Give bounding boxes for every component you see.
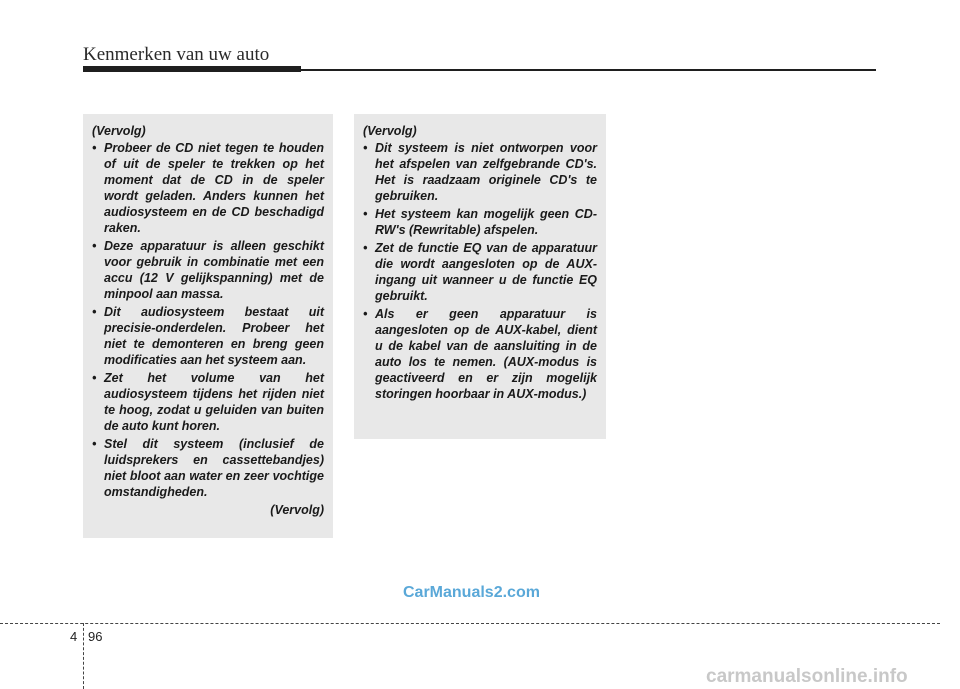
list-item: • Dit systeem is niet ontworpen voor het afspelen van zelfgebrande CD's. Het is raadzaam originele CD's te gebruiken. — [363, 141, 597, 203]
list-item: • Deze apparatuur is alleen geschikt voor gebruik in combinatie met een accu (12 V gelijkspanning) met de minpool aan massa. — [92, 239, 324, 301]
bullet-icon: • — [92, 141, 97, 155]
chapter-title: Kenmerken van uw auto — [83, 44, 270, 65]
continued-label-top: (Vervolg) — [363, 124, 417, 138]
bullet-icon: • — [363, 241, 368, 255]
list-item: • Als er geen apparatuur is aangesloten op de AUX-kabel, dient u de kabel van de aansluiting in de auto los te nemen. (AUX-modus is geactiveerd en er zijn mogelijk storingen hoorbaar in AUX-modus.) — [363, 307, 597, 401]
watermark-link[interactable]: CarManuals2.com — [403, 584, 540, 601]
caution-list-right — [363, 140, 597, 402]
footer-divider — [0, 623, 940, 624]
continued-label-top: (Vervolg) — [92, 124, 146, 138]
list-item: • Probeer de CD niet tegen te houden of uit de speler te trekken op het moment dat de CD in de speler wordt geladen. Anders kunnen het audiosysteem en de CD beschadigd raken. — [92, 141, 324, 235]
bullet-icon: • — [92, 239, 97, 253]
bullet-icon: • — [363, 307, 368, 321]
chapter-number: 4 — [70, 629, 78, 644]
bullet-icon: • — [363, 141, 368, 155]
page-number: 96 — [88, 629, 103, 644]
header-rule-thin — [301, 69, 876, 71]
caution-panel-left — [83, 114, 333, 538]
list-item: • Dit audiosysteem bestaat uit precisie-onderdelen. Probeer het niet te demonteren en breng geen modificaties aan het systeem aan. — [92, 305, 324, 367]
header-rule-thick — [83, 66, 301, 72]
list-item: • Zet het volume van het audiosysteem tijdens het rijden niet te hoog, zodat u geluiden van buiten de auto kunt horen. — [92, 371, 324, 433]
list-item: • Stel dit systeem (inclusief de luidsprekers en cassettebandjes) niet bloot aan water en zeer vochtige omstandigheden. — [92, 437, 324, 499]
list-item: • Zet de functie EQ van de apparatuur die wordt aangesloten op de AUX-ingang uit wanneer u de functie EQ gebruikt. — [363, 241, 597, 303]
bullet-icon: • — [363, 207, 368, 221]
bullet-icon: • — [92, 305, 97, 319]
source-watermark: carmanualsonline.info — [706, 666, 908, 687]
footer-vertical-divider — [83, 623, 84, 689]
caution-panel-right — [354, 114, 606, 439]
bullet-icon: • — [92, 371, 97, 385]
caution-list-left — [92, 140, 324, 500]
continued-label-bottom: (Vervolg) — [270, 503, 324, 517]
bullet-icon: • — [92, 437, 97, 451]
list-item: • Het systeem kan mogelijk geen CD-RW's (Rewritable) afspelen. — [363, 207, 597, 237]
